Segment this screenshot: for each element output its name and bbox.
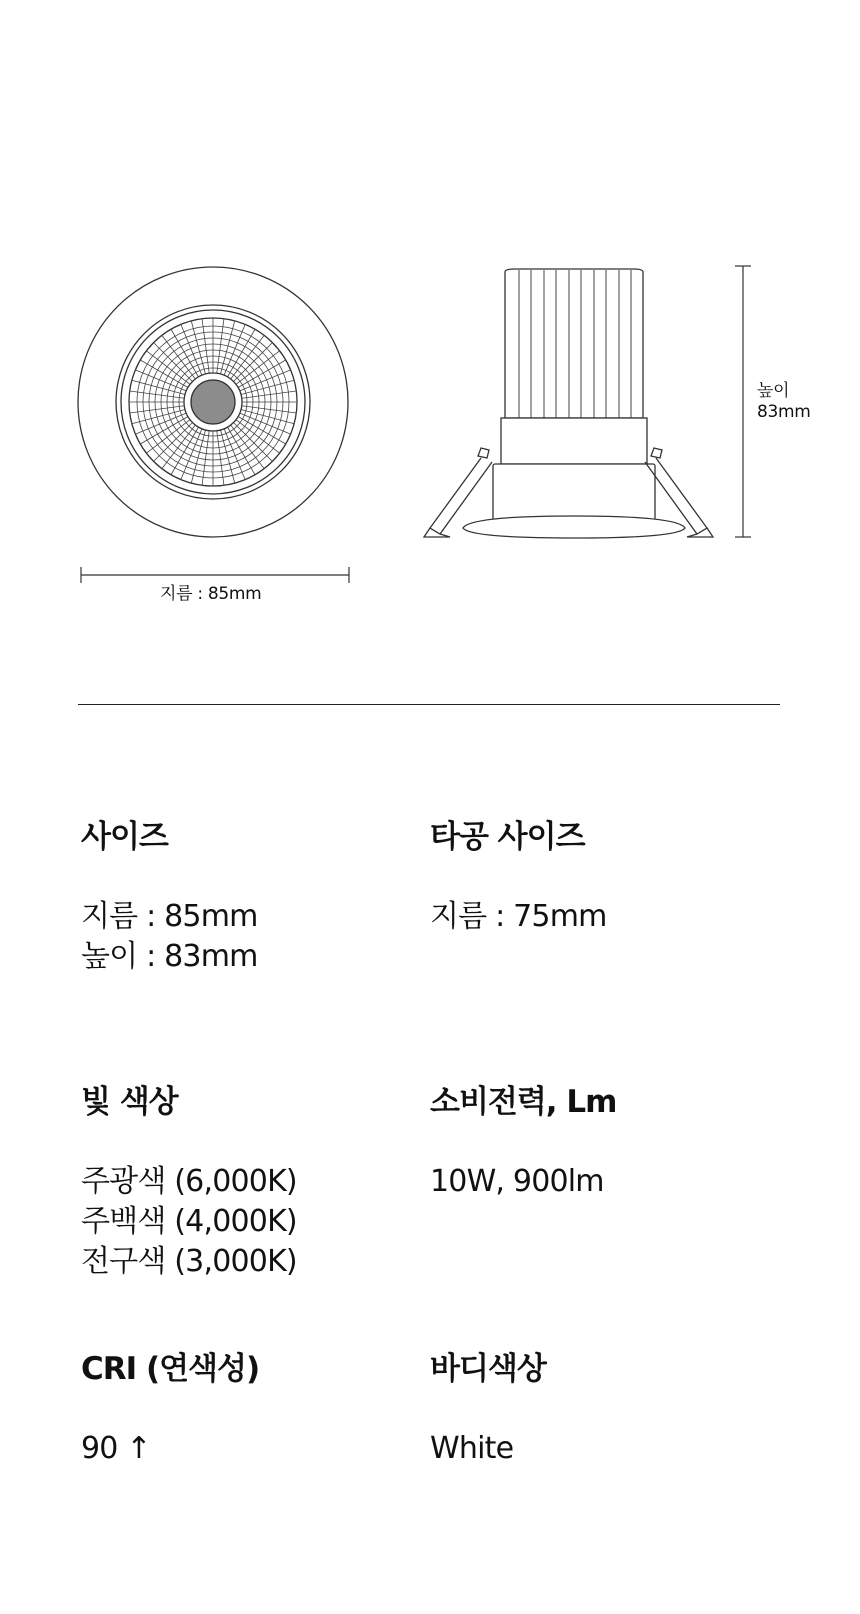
spec-title: 빛 색상 xyxy=(81,1084,178,1120)
product-drawing xyxy=(0,0,860,620)
height-label xyxy=(757,381,811,424)
spec-values xyxy=(81,1162,411,1282)
side-view xyxy=(424,269,713,538)
height-label-line1: 높이 xyxy=(757,381,790,401)
spec-value: 90 ↑ xyxy=(81,1431,151,1466)
spec-value: 10W, 900lm xyxy=(430,1164,604,1199)
diameter-dimension xyxy=(81,567,349,583)
spec-power xyxy=(430,1084,760,1202)
spec-body-color xyxy=(430,1351,760,1469)
section-divider xyxy=(78,704,780,705)
spec-title: 소비전력, Lm xyxy=(430,1084,617,1120)
spec-value: 전구색 (3,000K) xyxy=(81,1244,297,1279)
front-view xyxy=(78,267,348,537)
spec-value: 주백색 (4,000K) xyxy=(81,1204,297,1239)
spec-value: 지름 : 75mm xyxy=(430,899,607,934)
spec-size xyxy=(81,819,411,977)
spec-values xyxy=(81,1429,411,1469)
spec-value: 주광색 (6,000K) xyxy=(81,1164,297,1199)
spec-cutout xyxy=(430,819,760,937)
spec-value: White xyxy=(430,1431,514,1466)
height-dimension xyxy=(735,266,751,537)
spec-value: 높이 : 83mm xyxy=(81,939,258,974)
spec-values xyxy=(430,1162,760,1202)
spec-light-color xyxy=(81,1084,411,1282)
spec-title: CRI (연색성) xyxy=(81,1351,260,1387)
spec-values xyxy=(430,897,760,937)
spec-values xyxy=(81,897,411,977)
spec-title: 사이즈 xyxy=(81,819,168,855)
spec-values xyxy=(430,1429,760,1469)
diameter-label: 지름 : 85mm xyxy=(160,584,262,604)
height-label-line2: 83mm xyxy=(757,402,811,423)
spec-value: 지름 : 85mm xyxy=(81,899,258,934)
spec-title: 바디색상 xyxy=(430,1351,546,1387)
spec-cri xyxy=(81,1351,411,1469)
spec-title: 타공 사이즈 xyxy=(430,819,585,855)
